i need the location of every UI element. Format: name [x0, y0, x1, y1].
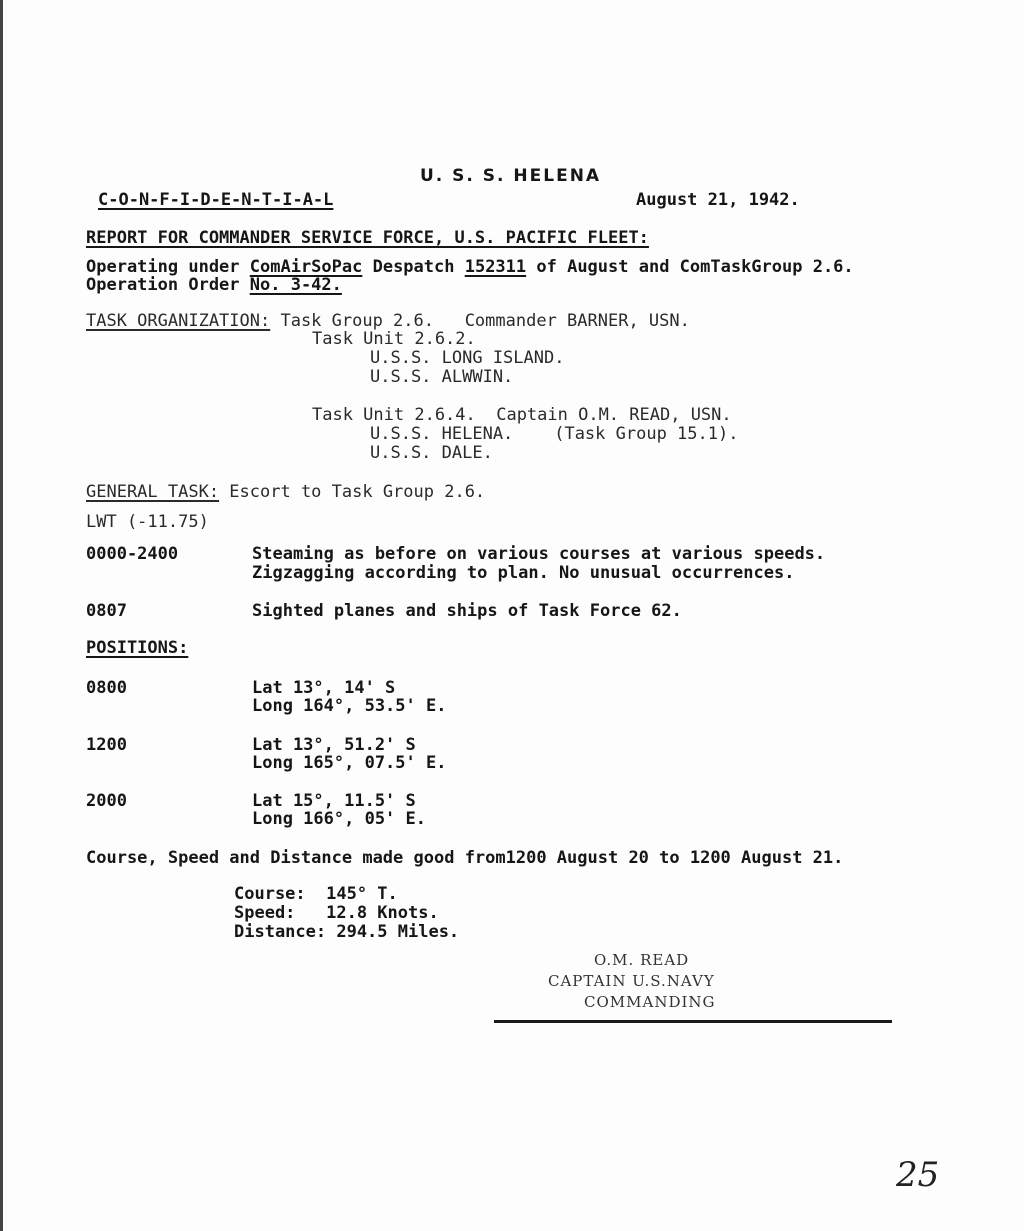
signature-title: COMMANDING: [584, 993, 716, 1011]
general-task-line: [86, 484, 485, 501]
page-number: 25: [896, 1155, 940, 1195]
speed-line: Speed: 12.8 Knots.: [234, 903, 439, 923]
operating-mid: Despatch: [362, 257, 465, 277]
position-time: 1200: [86, 735, 127, 755]
position-time: 0800: [86, 678, 127, 698]
operating-line-2: [86, 277, 342, 294]
position-long: Long 164°, 53.5' E.: [252, 696, 447, 716]
signature-rule: [494, 1020, 892, 1023]
position-long: Long 166°, 05' E.: [252, 809, 426, 829]
distance-line: Distance: 294.5 Miles.: [234, 922, 460, 942]
classification: C-O-N-F-I-D-E-N-T-I-A-L: [98, 190, 334, 210]
task-org-line: [86, 313, 690, 330]
operation-order-number: No. 3-42.: [249, 275, 342, 295]
operation-order-prefix: Operation Order: [86, 275, 250, 295]
report-title: REPORT FOR COMMANDER SERVICE FORCE, U.S. PACIFIC FLEET:: [86, 228, 649, 248]
log-entry-line: Sighted planes and ships of Task Force 62.: [252, 601, 682, 621]
log-entry-line: Steaming as before on various courses at various speeds.: [252, 544, 826, 564]
operating-suffix: of August and ComTaskGroup 2.6.: [526, 257, 854, 277]
positions-label: POSITIONS:: [86, 638, 189, 658]
log-time: 0807: [86, 601, 127, 621]
task-group-line: Task Group 2.6. Commander BARNER, USN.: [270, 311, 690, 331]
operating-despatch: ComAirSoPac: [249, 257, 363, 277]
task-unit-1-ship-2: U.S.S. ALWWIN.: [370, 367, 514, 387]
general-task-text: Escort to Task Group 2.6.: [219, 482, 486, 502]
ship-heading: U. S. S. HELENA: [420, 166, 602, 186]
position-lat: Lat 13°, 14' S: [252, 678, 396, 698]
task-org-label: TASK ORGANIZATION:: [86, 311, 271, 331]
task-unit-1-ship-1: U.S.S. LONG ISLAND.: [370, 348, 565, 368]
task-unit-2-ship-2: U.S.S. DALE.: [370, 443, 493, 463]
operating-prefix: Operating under: [86, 257, 250, 277]
position-lat: Lat 13°, 51.2' S: [252, 735, 416, 755]
course-line: Course: 145° T.: [234, 884, 398, 904]
task-unit-2: Task Unit 2.6.4. Captain O.M. READ, USN.: [312, 405, 732, 425]
task-unit-2-ship-1: U.S.S. HELENA. (Task Group 15.1).: [370, 424, 739, 444]
position-lat: Lat 15°, 11.5' S: [252, 791, 416, 811]
signature-rank: CAPTAIN U.S.NAVY: [548, 972, 715, 990]
general-task-label: GENERAL TASK:: [86, 482, 220, 502]
position-long: Long 165°, 07.5' E.: [252, 753, 447, 773]
log-time: 0000-2400: [86, 544, 179, 564]
operating-line-1: [86, 259, 854, 276]
position-time: 2000: [86, 791, 127, 811]
log-entry-line: Zigzagging according to plan. No unusual occurrences.: [252, 563, 795, 583]
made-good-line: Course, Speed and Distance made good from1200 August 20 to 1200 August 21.: [86, 848, 844, 868]
signature-name: O.M. READ: [594, 951, 690, 969]
scan-edge: [0, 0, 3, 1231]
despatch-number: 152311: [464, 257, 527, 277]
task-unit-1: Task Unit 2.6.2.: [312, 329, 476, 349]
report-date: August 21, 1942.: [636, 190, 800, 210]
lwt-zone: LWT (-11.75): [86, 512, 209, 532]
